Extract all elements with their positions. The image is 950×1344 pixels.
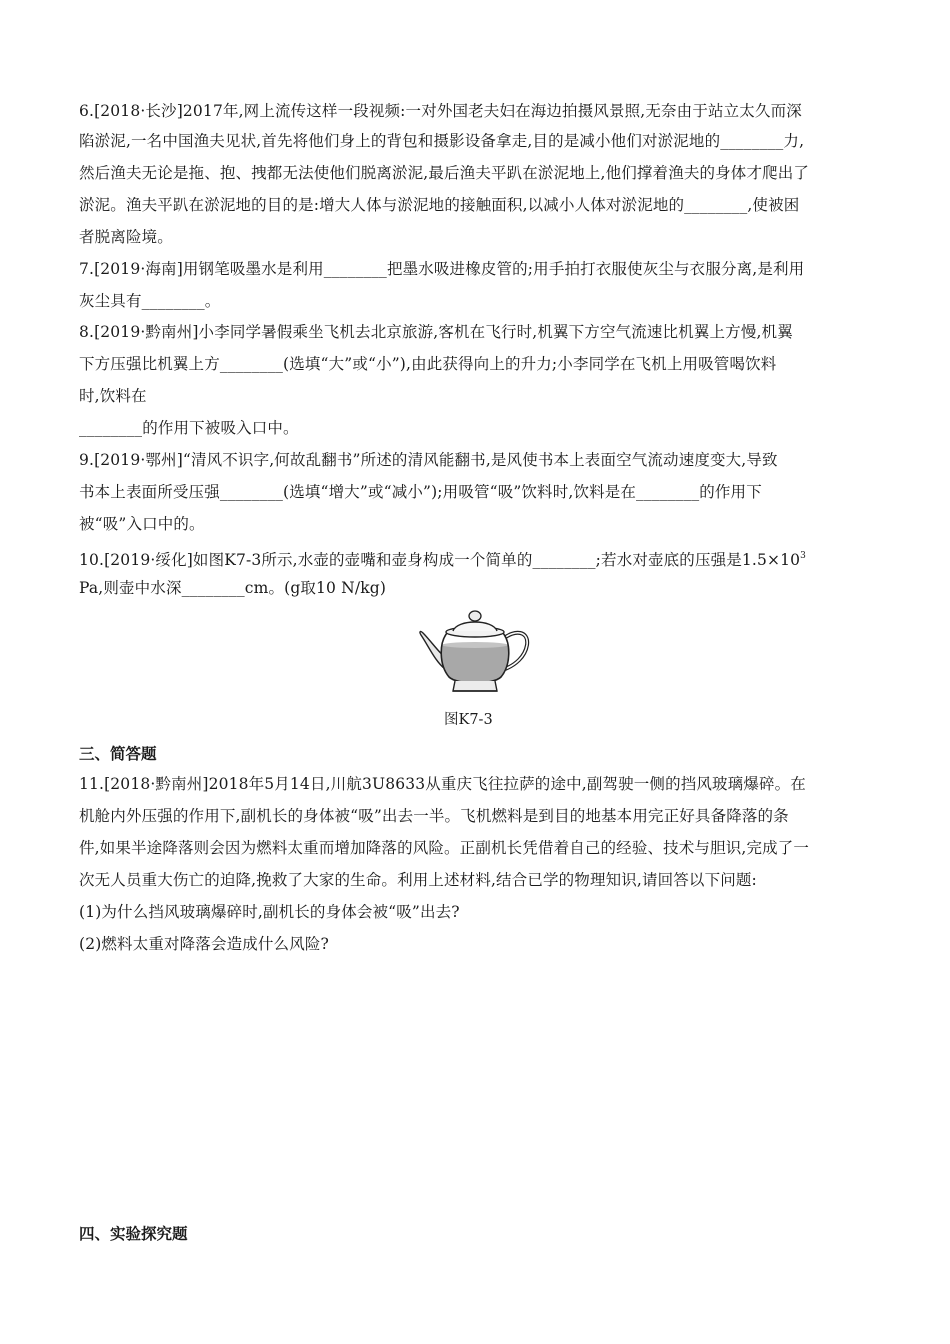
q11-line-2: 机舱内外压强的作用下,副机长的身体被“吸”出去一半。飞机燃料是到目的地基本用完正好具备降落的条	[79, 807, 789, 825]
q8-line-3: 时,饮料在	[79, 387, 147, 405]
q8-line-4: ________的作用下被吸入口中。	[79, 419, 299, 437]
q10-exponent: 3	[800, 551, 807, 561]
section-heading-experiment: 四、实验探究题	[79, 1225, 188, 1243]
q6-line-3: 然后渔夫无论是拖、抱、拽都无法使他们脱离淤泥,最后渔夫平趴在淤泥地上,他们撑着渔夫的身体才爬出了	[79, 164, 810, 182]
q6-line-1: 6.[2018·长沙]2017年,网上流传这样一段视频:一对外国老夫妇在海边拍摄风景照,无奈由于站立太久而深	[79, 102, 802, 120]
q6-line-2: 陷淤泥,一名中国渔夫见状,首先将他们身上的背包和摄影设备拿走,目的是减小他们对淤泥地的________力,	[79, 132, 805, 150]
q9-line-1: 9.[2019·鄂州]“清风不识字,何故乱翻书”所述的清风能翻书,是风使书本上表面空气流动速度变大,导致	[79, 451, 778, 469]
q6-line-5: 者脱离险境。	[79, 228, 173, 246]
q10-line-2: Pa,则壶中水深________cm。(g取10 N/kg)	[79, 579, 387, 597]
q11-subquestion-1: (1)为什么挡风玻璃爆碎时,副机长的身体会被“吸”出去?	[79, 903, 460, 921]
figure-caption: 图K7-3	[444, 712, 493, 728]
q10-line-1-text: 10.[2019·绥化]如图K7-3所示,水壶的壶嘴和壶身构成一个简单的________;若水对壶底的压强是1.5×10	[79, 551, 801, 569]
q11-line-3: 件,如果半途降落则会因为燃料太重而增加降落的风险。正副机长凭借着自己的经验、技术与胆识,完成了一	[79, 839, 810, 857]
q6-line-4: 淤泥。渔夫平趴在淤泥地的目的是:增大人体与淤泥地的接触面积,以减小人体对淤泥地的________,使被困	[79, 196, 800, 214]
q11-subquestion-2: (2)燃料太重对降落会造成什么风险?	[79, 935, 329, 953]
teapot-icon	[417, 603, 533, 699]
q8-line-2: 下方压强比机翼上方________(选填“大”或“小”),由此获得向上的升力;小李同学在飞机上用吸管喝饮料	[79, 355, 777, 373]
section-heading-short-answer: 三、简答题	[79, 745, 157, 763]
q8-line-1: 8.[2019·黔南州]小李同学暑假乘坐飞机去北京旅游,客机在飞行时,机翼下方空气流速比机翼上方慢,机翼	[79, 323, 793, 341]
q9-line-2: 书本上表面所受压强________(选填“增大”或“减小”);用吸管“吸”饮料时,饮料是在________的作用下	[79, 483, 762, 501]
q7-line-2: 灰尘具有________。	[79, 292, 221, 310]
q10-line-1	[79, 546, 806, 570]
q9-line-3: 被“吸”入口中的。	[79, 515, 205, 533]
q11-line-4: 次无人员重大伤亡的迫降,挽救了大家的生命。利用上述材料,结合已学的物理知识,请回答以下问题:	[79, 871, 757, 889]
q7-line-1: 7.[2019·海南]用钢笔吸墨水是利用________把墨水吸进橡皮管的;用手拍打衣服使灰尘与衣服分离,是利用	[79, 260, 805, 278]
q11-line-1: 11.[2018·黔南州]2018年5月14日,川航3U8633从重庆飞往拉萨的途中,副驾驶一侧的挡风玻璃爆碎。在	[79, 775, 806, 793]
